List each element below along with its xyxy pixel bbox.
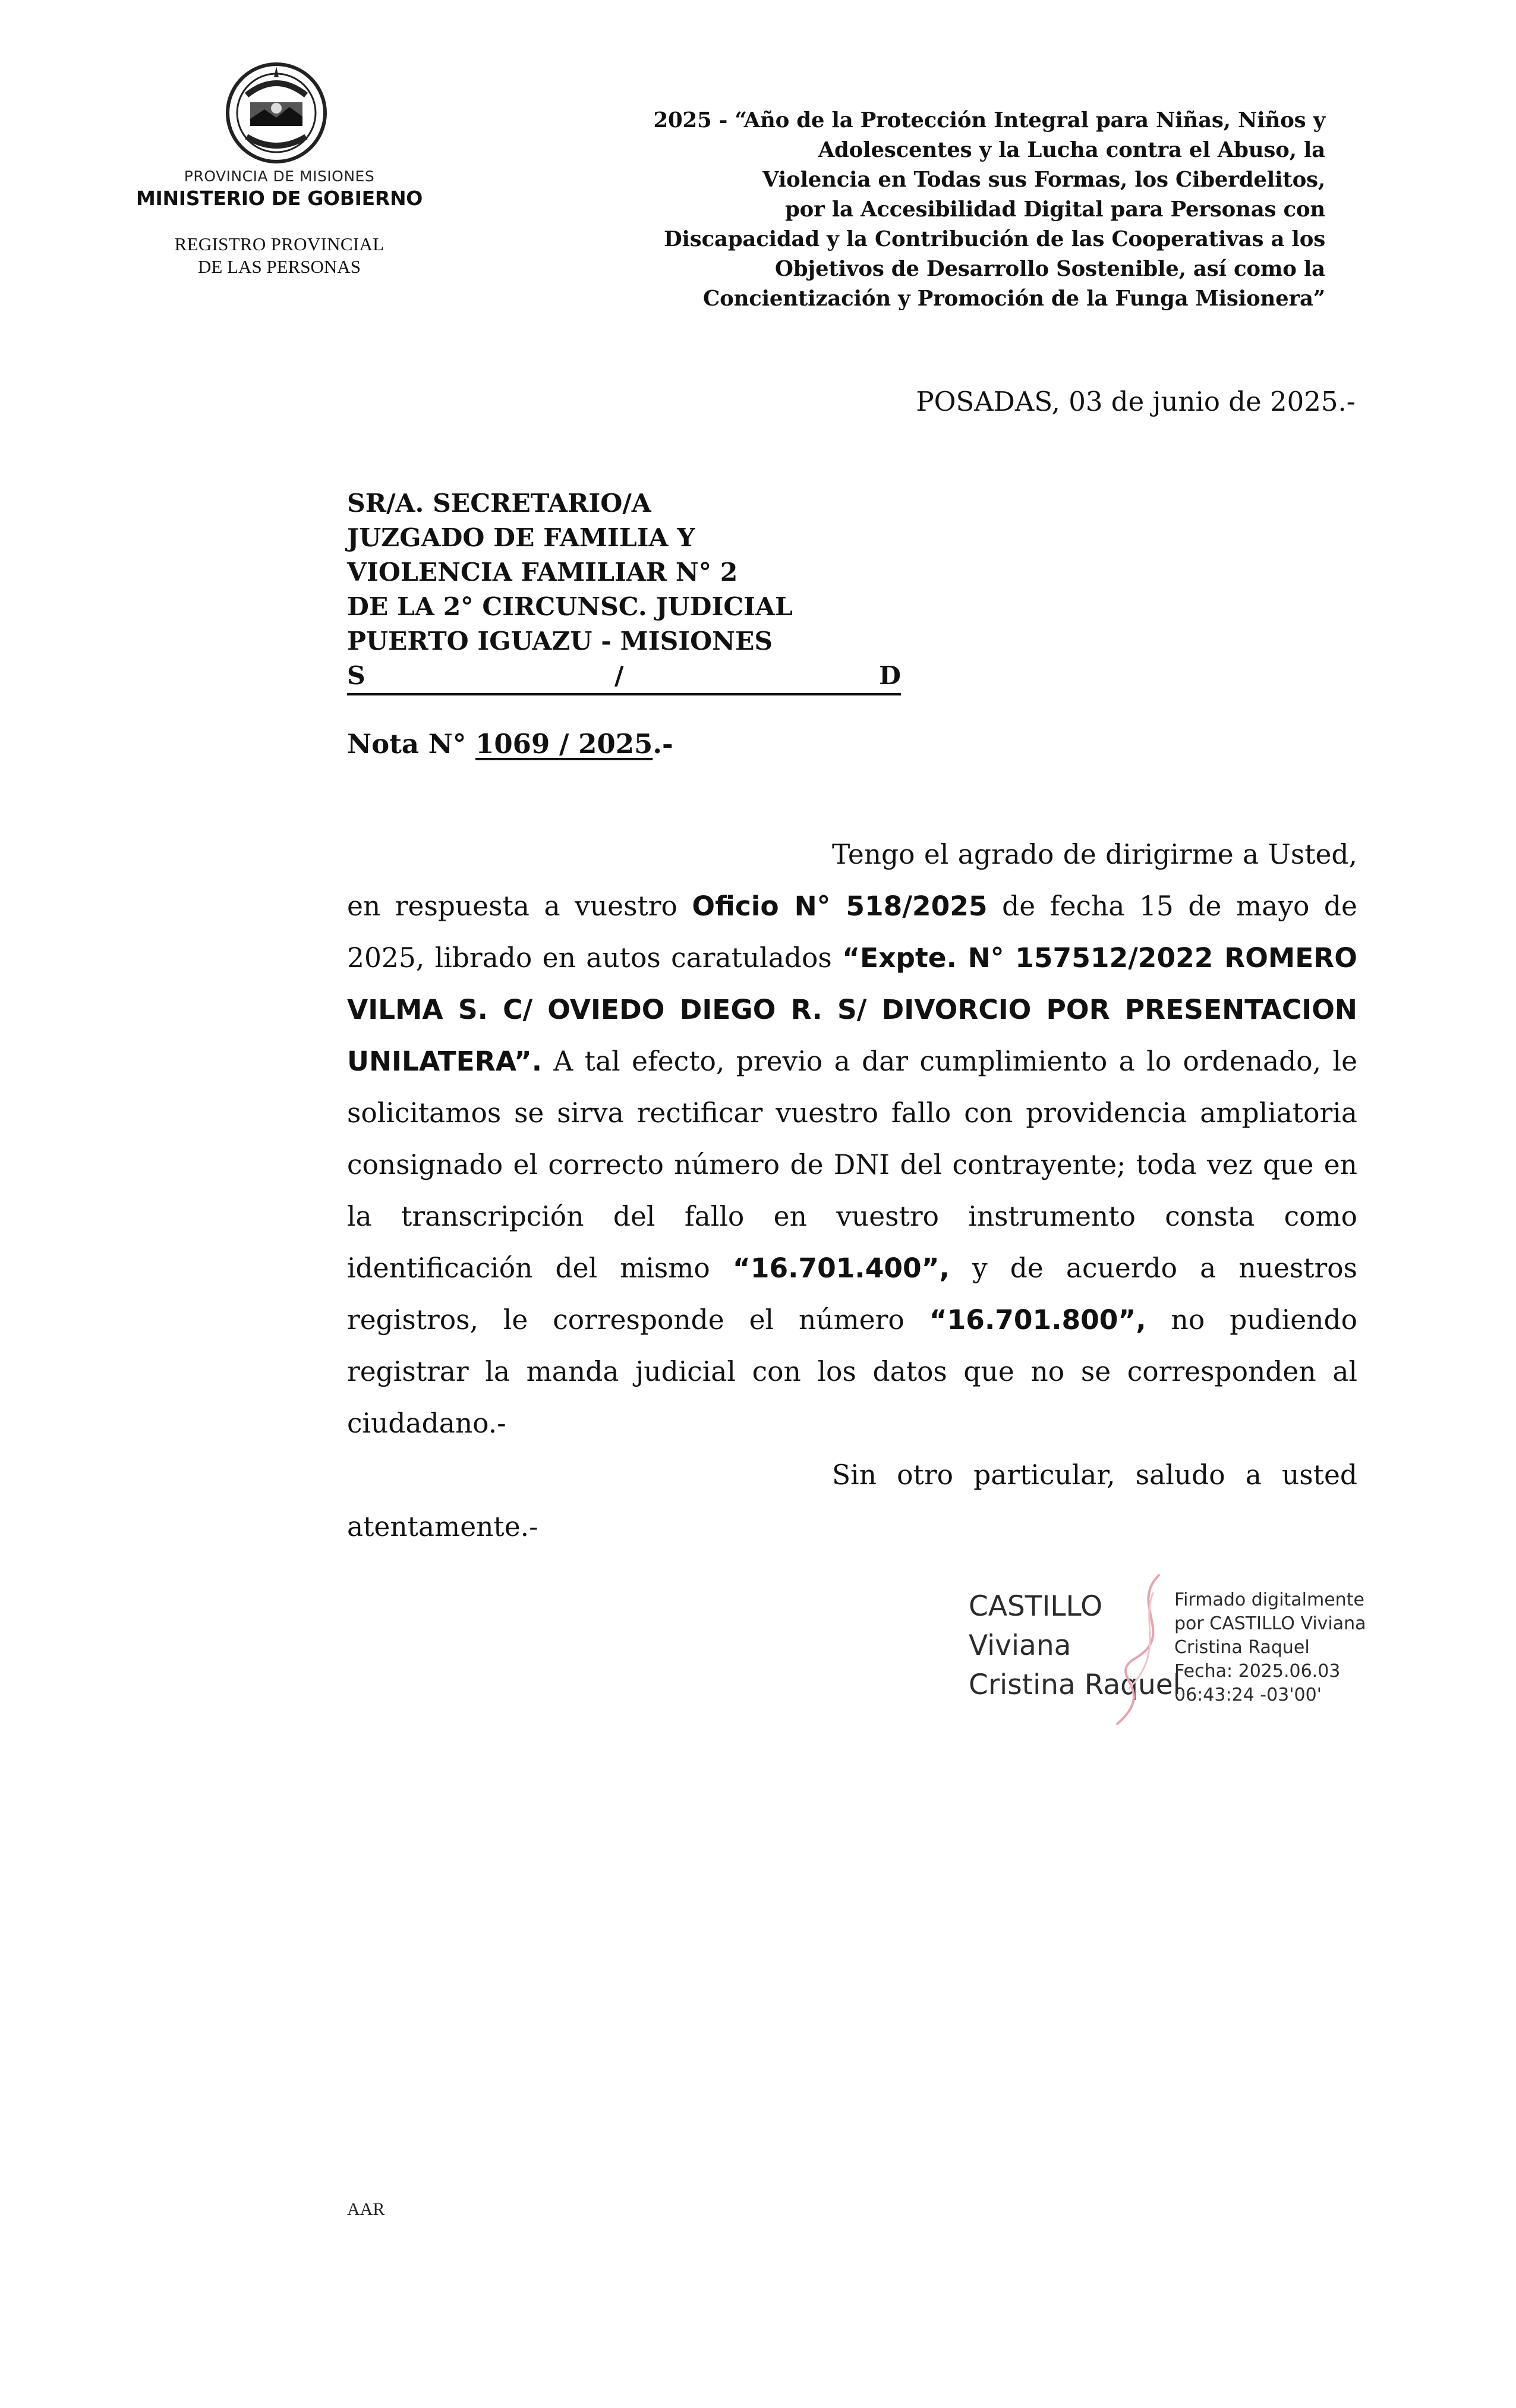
addressee-line: DE LA 2° CIRCUNSC. JUDICIAL (347, 592, 793, 622)
signature-stroke-icon (1093, 1569, 1183, 1730)
addressee-line: JUZGADO DE FAMILIA Y (347, 523, 695, 553)
expediente-title: “Expte. N° 157512/2022 ROMERO VILMA S. C/ OVIEDO DIEGO R. S/ DIVORCIO POR PRESENTACION UNILATERA”. (347, 942, 1357, 1077)
letter-body-paragraph (347, 829, 1357, 1449)
motto-line: Adolescentes y la Lucha contra el Abuso, la (818, 138, 1325, 162)
signature-info-line: Firmado digitalmente (1174, 1589, 1364, 1610)
motto-line: Discapacidad y la Contribución de las Cooperativas a los (663, 227, 1325, 251)
year-motto (571, 106, 1325, 314)
closing-paragraph: Sin otro particular, saludo a usted atentamente.- (347, 1459, 1357, 1543)
body-text: A tal efecto, previo a dar cumplimiento a lo ordenado, le solicitamos se sirva rectificar vuestro fallo con providencia ampliatoria consignado el correcto número de DNI del contrayente; toda vez que en la transcripción del fallo en vuestro instrumento consta como identificación del mismo (347, 1046, 1357, 1284)
dni-consigned: “16.701.400”, (732, 1252, 950, 1284)
sd-slash: / (614, 661, 624, 691)
provincia-de-misiones-crest-icon (223, 59, 330, 166)
signer-name-line: Viviana (969, 1629, 1071, 1662)
sd-s: S (347, 661, 365, 691)
body-text: Tengo el agrado de dirigirme a Usted, en respuesta a vuestro (347, 839, 1357, 922)
addressee-line: VIOLENCIA FAMILIAR N° 2 (347, 558, 738, 587)
oficio-reference: Oficio N° 518/2025 (692, 890, 988, 922)
signature-info-line: 06:43:24 -03'00' (1174, 1685, 1322, 1705)
note-label: Nota N° (347, 728, 467, 760)
place-and-date: POSADAS, 03 de junio de 2025.- (916, 386, 1356, 417)
ministry-name: MINISTERIO DE GOBIERNO (135, 187, 423, 210)
registry-name-line1: REGISTRO PROVINCIAL (174, 234, 384, 254)
motto-line: Concientización y Promoción de la Funga Misionera” (703, 287, 1325, 311)
motto-line: por la Accesibilidad Digital para Personas con (785, 197, 1325, 222)
su-despacho-line (347, 659, 901, 695)
motto-line: Violencia en Todas sus Formas, los Ciberdelitos, (762, 168, 1325, 192)
organization-block (134, 166, 425, 278)
addressee-line: SR/A. SECRETARIO/A (347, 489, 651, 518)
dni-correct: “16.701.800”, (929, 1304, 1146, 1336)
signature-info-line: Fecha: 2025.06.03 (1174, 1661, 1341, 1682)
body-text: de fecha 15 de mayo de 2025, librado en autos caratulados (347, 890, 1357, 974)
addressee-block (347, 486, 793, 659)
province-name: PROVINCIA DE MISIONES (184, 168, 375, 185)
signer-name-line: CASTILLO (969, 1590, 1103, 1623)
motto-line: Objetivos de Desarrollo Sostenible, así como la (775, 257, 1325, 281)
signature-info-line: por CASTILLO Viviana (1174, 1613, 1366, 1634)
signature-info-line: Cristina Raquel (1174, 1637, 1310, 1658)
body-text: no pudiendo registrar la manda judicial con los datos que no se corresponden al ciudadano.- (347, 1304, 1357, 1439)
motto-line: 2025 - “Año de la Protección Integral para Niñas, Niños y (653, 108, 1325, 133)
signer-name-line: Cristina Raquel (969, 1669, 1181, 1701)
addressee-line: PUERTO IGUAZU - MISIONES (347, 627, 773, 656)
digital-signature-info (1174, 1588, 1366, 1707)
registry-name-line2: DE LAS PERSONAS (198, 256, 361, 277)
body-text: y de acuerdo a nuestros registros, le corresponde el número (347, 1252, 1357, 1336)
sd-d: D (879, 661, 901, 691)
note-suffix: .- (653, 728, 673, 760)
typist-initials: AAR (347, 2199, 385, 2219)
note-reference (347, 726, 673, 762)
note-number: 1069 / 2025 (475, 728, 653, 760)
